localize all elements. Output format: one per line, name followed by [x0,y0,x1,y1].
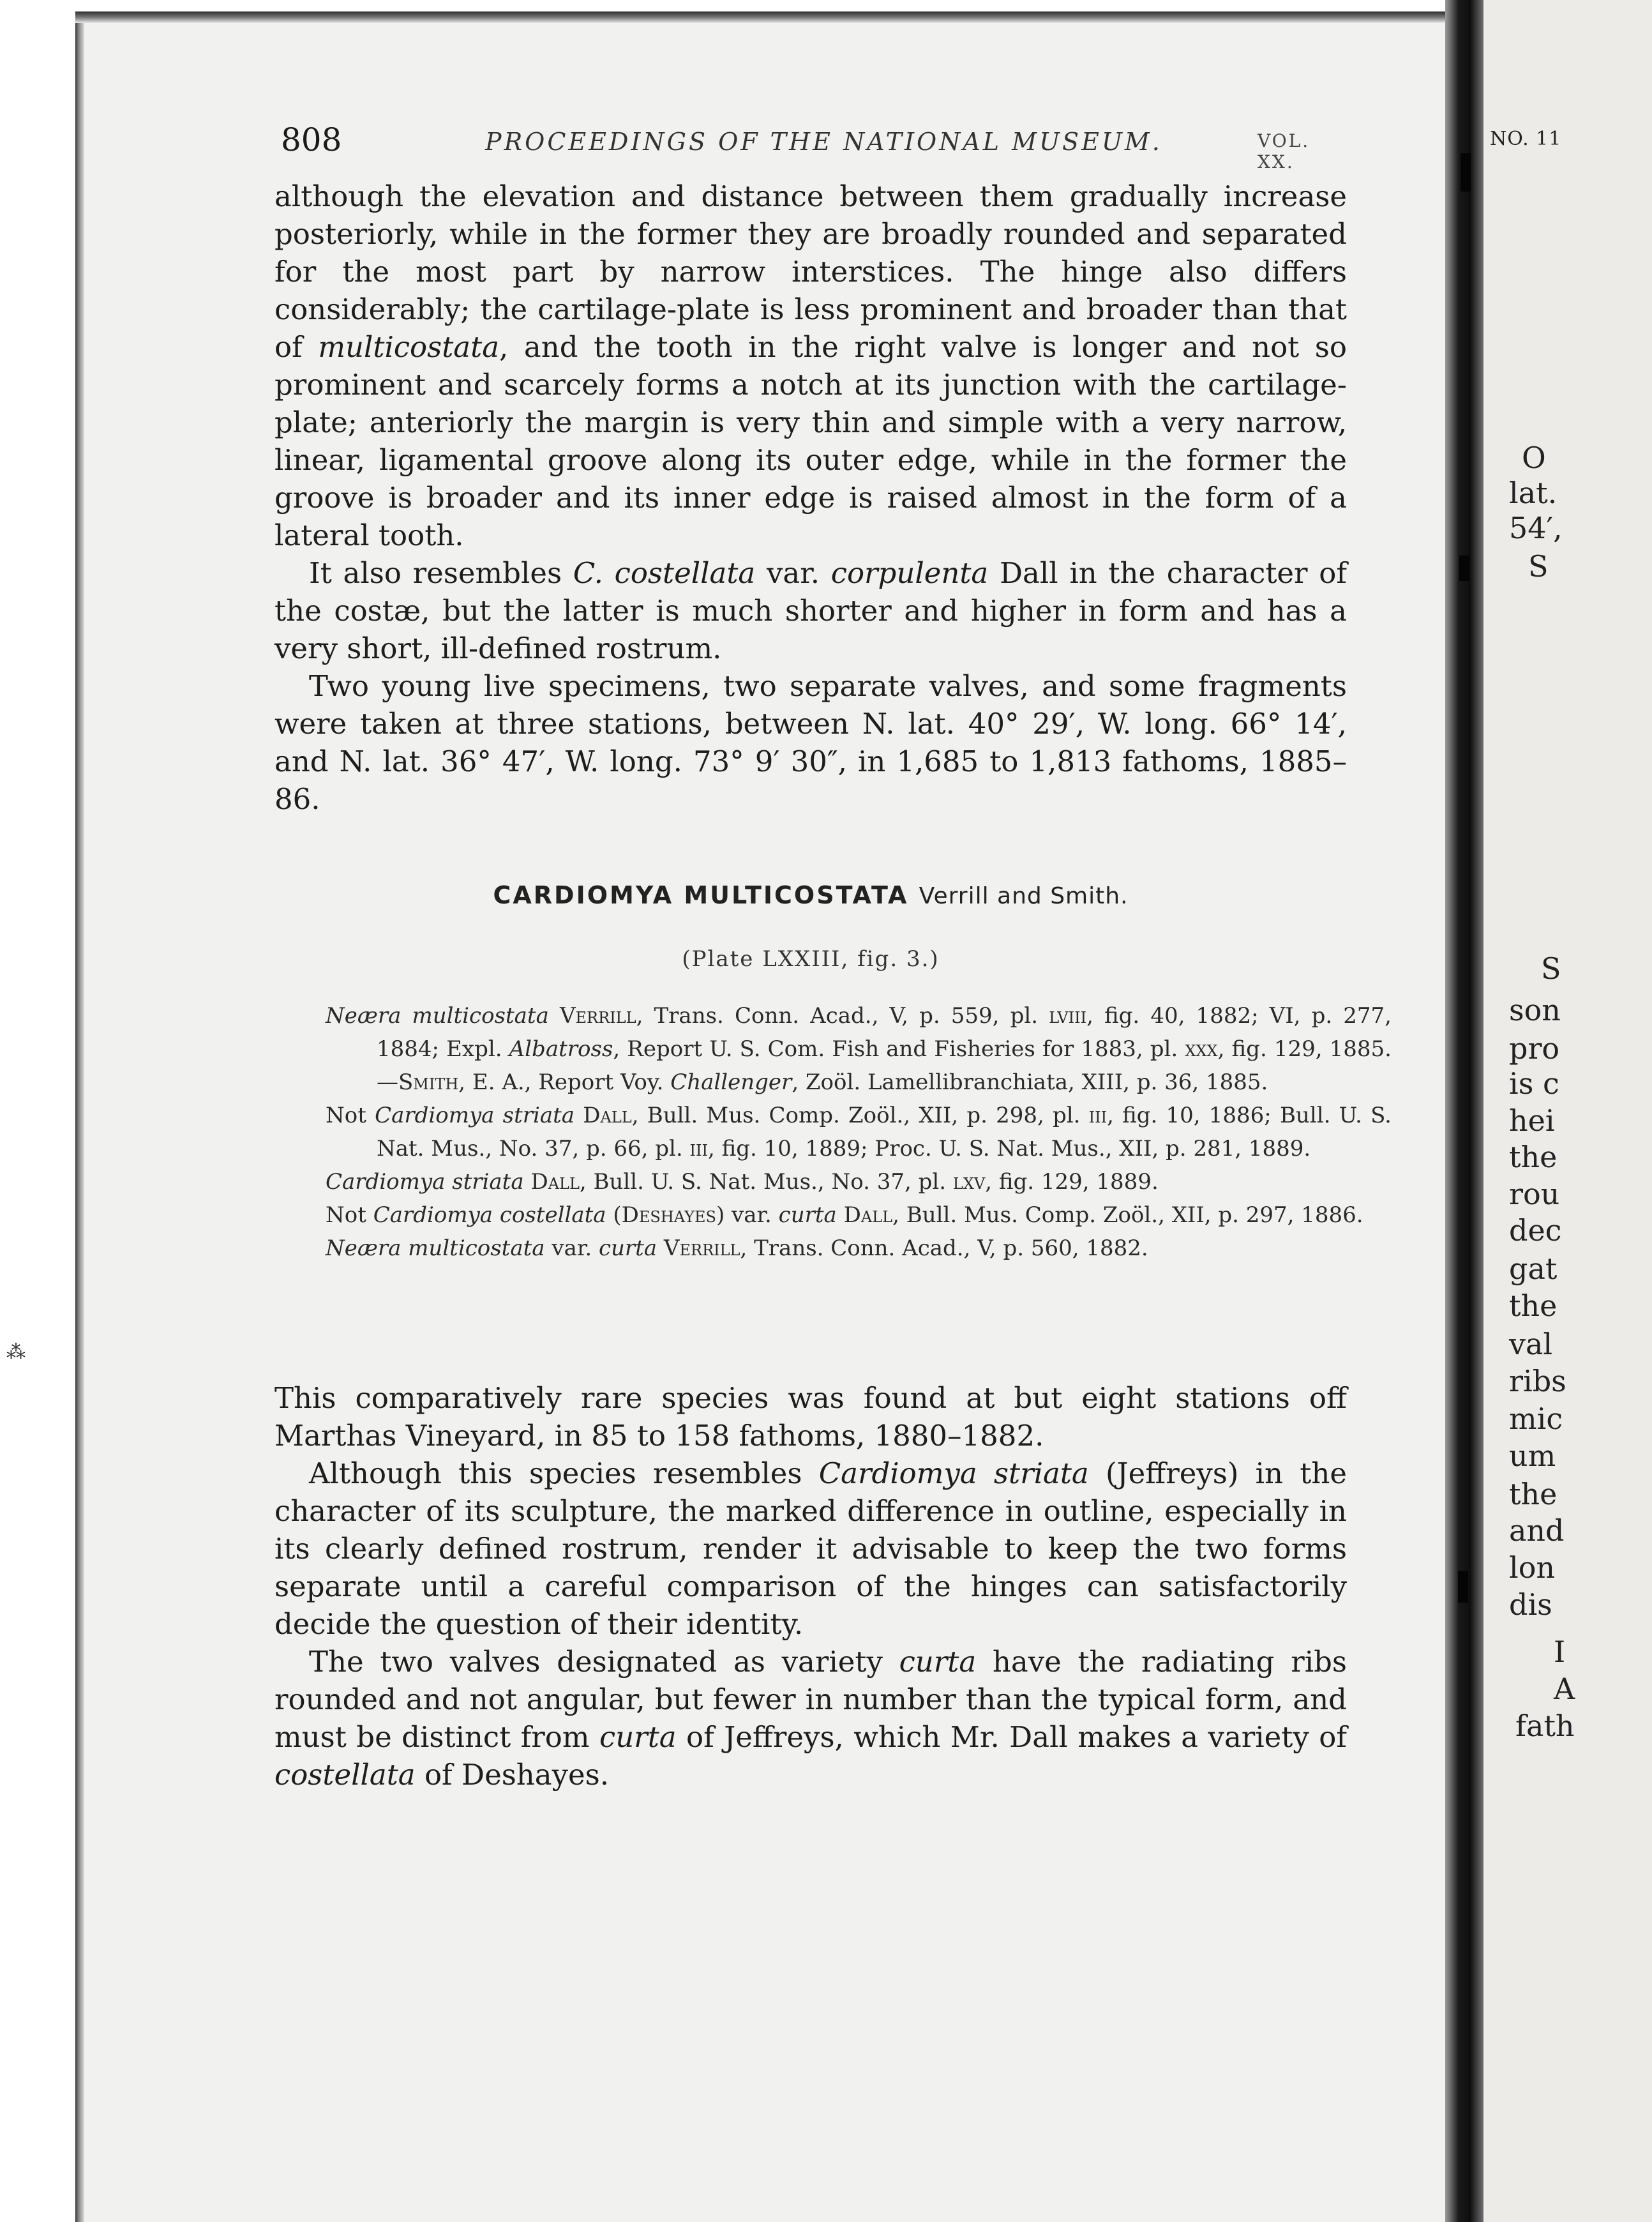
citation-run: , Trans. Conn. Acad., V, p. 559, pl. [636,1003,1049,1029]
synonymy-entry [326,999,1392,1099]
species-heading [274,881,1347,909]
facing-page-fragment: the [1509,1289,1558,1323]
text-run: The two valves designated as variety [309,1645,899,1679]
text-run: have the radiating ribs rounded and not angular, but fewer in number than the typical form, and must be distinct from [274,1645,1347,1754]
paragraph-occurrence [274,1379,1347,1455]
species-authority: Verrill and Smith. [919,883,1129,909]
citation-run: , Zoöl. Lamellibranchiata, XIII, p. 36, 1885. [792,1069,1268,1095]
facing-page-fragment: is c [1509,1066,1559,1101]
synonymy-entry [326,1165,1392,1198]
paragraph-continuation [274,178,1347,554]
facing-page-fragment: son [1509,993,1561,1027]
citation-run: Cardiomya costellata [373,1202,606,1228]
plate-reference: (Plate LXXIII, fig. 3.) [682,946,940,972]
page-edge-top [75,11,1448,23]
text-run: costellata [274,1758,416,1792]
text-run: Dall in the character of the costæ, but the latter is much shorter and higher in form and has a very short, ill-defined rostrum. [274,556,1347,665]
facing-page-fragment: and [1509,1513,1565,1548]
facing-page-fragment: fath [1515,1709,1575,1743]
facing-page-fragment: 54′, [1509,511,1563,545]
citation-run: iii [1088,1103,1108,1128]
page-number: 808 [281,121,342,158]
facing-page-fragment: A [1554,1672,1575,1706]
citation-run: ) var. [716,1202,779,1228]
gutter-mark [1461,153,1471,192]
citation-run: , E. A., Report Voy. [458,1069,671,1095]
gutter-mark [1458,1571,1468,1603]
page-edge-left [75,11,84,2222]
facing-page-fragment: val [1509,1327,1553,1361]
volume-label: VOL. XX. [1258,130,1310,172]
body-text-lower [274,1379,1347,1794]
facing-page-fragment: pro [1509,1031,1560,1066]
scan-speck: ⁂ [6,1341,26,1363]
citation-run: var. [544,1236,599,1261]
citation-run: Verrill [559,1003,636,1029]
citation-run: Not [326,1103,375,1128]
citation-run: Neæra multicostata [326,1236,545,1261]
facing-page-fragment: O [1522,441,1546,475]
citation-run: Smith [398,1069,459,1095]
journal-title: PROCEEDINGS OF THE NATIONAL MUSEUM. [485,128,1162,156]
citation-run: , fig. 129, 1889. [985,1169,1159,1195]
facing-page-fragment: mic [1509,1402,1563,1436]
citation-run: , Bull. Mus. Comp. Zoöl., XII, p. 298, pl. [631,1103,1089,1128]
facing-page-fragment: rou [1509,1177,1560,1211]
facing-page-fragment: dis [1509,1587,1552,1622]
facing-page-fragment: lon [1509,1550,1556,1585]
citation-run [524,1169,531,1195]
citation-run: ( [606,1202,622,1228]
citation-run: , fig. 40, 1882; VI, p. 277, 1884; Expl. [377,1003,1392,1062]
facing-page-fragment: S [1528,549,1549,584]
text-run: although the elevation and distance between them gradually increase posteriorly, while in the former they are broadly rounded and separated for the most part by narrow interstices. The hinge also differs considerably; the cartilage-plate is less prominent and broader than that of [274,179,1347,364]
text-run: It also resembles [309,556,573,590]
text-run: (Jeffreys) in the character of its sculpture, the marked difference in outline, especially in its clearly defined rostrum, render it advisable to keep the two forms separate until a careful comparison of the hinges can satisfactorily decide the question of their identity. [274,1456,1347,1641]
text-run: This comparatively rare species was found at but eight stations off Marthas Vineyard, in 85 to 158 fathoms, 1880–1882. [274,1381,1347,1453]
citation-run: lviii [1049,1003,1087,1029]
citation-run: , Trans. Conn. Acad., V, p. 560, 1882. [740,1236,1148,1261]
citation-run: , Bull. Mus. Comp. Zoöl., XII, p. 297, 1886. [892,1202,1363,1228]
synonymy-list [326,999,1392,1265]
citation-run [837,1202,844,1228]
citation-run: Albatross [509,1036,613,1062]
text-run: of Deshayes. [415,1758,610,1792]
citation-run: curta [778,1202,837,1228]
citation-run: Dall [530,1169,580,1195]
running-header [281,121,1347,172]
text-run: Two young live specimens, two separate valves, and some fragments were taken at three stations, between N. lat. 40° 29′, W. long. 66° 14′, and N. lat. 36° 47′, W. long. 73° 9′ 30″, in 1,685 to 1,813 fathoms, 1885–86. [274,669,1347,816]
citation-run: , fig. 129, 1885.— [377,1036,1392,1095]
synonymy-entry [326,1099,1392,1165]
citation-run: Neæra multicostata [326,1003,549,1029]
facing-page-fragment: I [1554,1635,1566,1669]
citation-run [657,1236,664,1261]
facing-page-fragment: the [1509,1477,1558,1511]
text-run: corpulenta [830,556,989,590]
facing-page-fragment: um [1509,1439,1556,1473]
species-name: CARDIOMYA MULTICOSTATA [493,881,909,909]
text-run: multicostata [318,330,500,364]
citation-run: Challenger [670,1069,792,1095]
citation-run: lxv [952,1169,986,1195]
citation-run: Dall [583,1103,632,1128]
citation-run: iii [689,1136,708,1161]
facing-page [1483,0,1652,2222]
citation-run: Cardiomya striata [326,1169,524,1195]
body-text-upper [274,178,1347,818]
book-gutter [1445,0,1483,2222]
text-run: curta [899,1645,977,1679]
facing-page-fragment: NO. 11 [1490,128,1562,150]
facing-page-fragment: dec [1509,1213,1562,1248]
citation-run: curta [598,1236,657,1261]
citation-run: Cardiomya striata [375,1103,575,1128]
paragraph-comparison [274,554,1347,667]
citation-run [574,1103,583,1128]
facing-page-fragment: ribs [1509,1364,1566,1398]
paragraph-specimens [274,667,1347,818]
citation-run: xxx [1185,1036,1218,1062]
facing-page-fragment: hei [1509,1103,1555,1138]
text-run: Cardiomya striata [818,1456,1089,1490]
citation-run: Deshayes [621,1202,716,1228]
citation-run: , Bull. U. S. Nat. Mus., No. 37, pl. [579,1169,953,1195]
citation-run: , fig. 10, 1886; Bull. U. S. Nat. Mus., No. 37, p. 66, pl. [377,1103,1392,1161]
synonymy-entry [326,1198,1392,1232]
text-run: , and the tooth in the right valve is longer and not so prominent and scarcely forms a notch at its junction with the cartilage-plate; anteriorly the margin is very thin and simple with a very narrow, linear, ligamental groove along its outer edge, while in the former the groove is broader and its inner edge is raised almost in the form of a lateral tooth. [274,330,1347,552]
facing-page-fragment: gat [1509,1251,1558,1286]
facing-page-fragment: S [1541,951,1561,986]
text-run: C. costellata [573,556,756,590]
citation-run: Verrill [663,1236,740,1261]
gutter-mark [1459,556,1469,581]
citation-run [549,1003,560,1029]
citation-run: , Report U. S. Com. Fish and Fisheries for 1883, pl. [613,1036,1185,1062]
citation-run: Dall [843,1202,893,1228]
citation-run: , fig. 10, 1889; Proc. U. S. Nat. Mus., XII, p. 281, 1889. [707,1136,1311,1161]
citation-run: Not [326,1202,373,1228]
paragraph-resemblance [274,1455,1347,1643]
text-run: var. [755,556,831,590]
text-run: Although this species resembles [309,1456,819,1490]
facing-page-fragment: the [1509,1140,1558,1174]
paragraph-variety [274,1643,1347,1794]
text-run: curta [599,1720,677,1754]
text-run: of Jeffreys, which Mr. Dall makes a variety of [676,1720,1347,1754]
facing-page-fragment: lat. [1509,476,1558,510]
synonymy-entry [326,1232,1392,1265]
